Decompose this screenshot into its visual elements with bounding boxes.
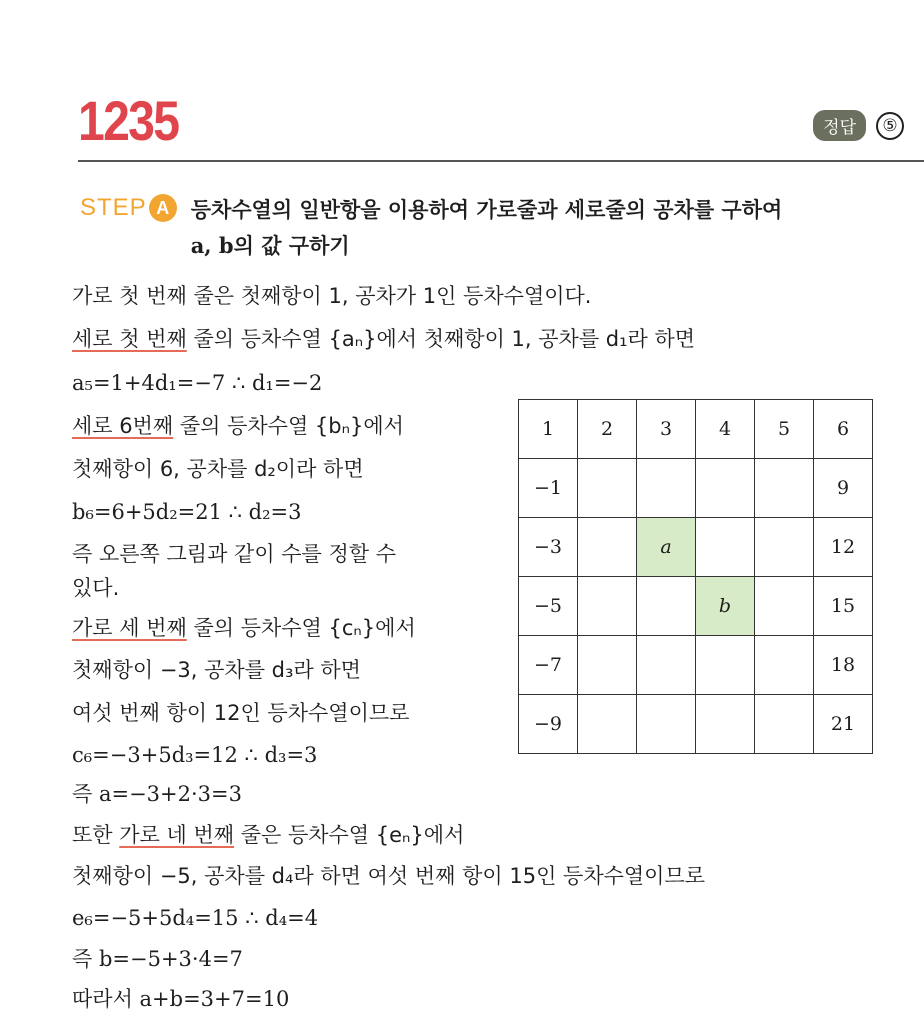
solution-line-6: b₆=6+5d₂=21 ∴ d₂=3 <box>72 500 302 524</box>
grid-cell <box>755 577 814 636</box>
grid-cell <box>755 459 814 518</box>
problem-number: 1235 <box>78 89 179 152</box>
grid-cell: 2 <box>578 400 637 459</box>
grid-row <box>519 636 873 695</box>
grid-cell <box>755 636 814 695</box>
underline-phrase: 가로 세 번째 <box>72 616 187 640</box>
solution-line-7: 즉 오른쪽 그림과 같이 수를 정할 수 <box>72 542 397 566</box>
solution-line-10: 첫째항이 −3, 공차를 d₃라 하면 <box>72 658 361 682</box>
solution-line-15: 첫째항이 −5, 공차를 d₄라 하면 여섯 번째 항이 15인 등차수열이므로 <box>72 864 706 888</box>
grid-cell <box>578 577 637 636</box>
solution-line-2 <box>72 324 695 354</box>
grid-cell <box>696 695 755 754</box>
grid-cell <box>637 459 696 518</box>
grid-cell: 12 <box>814 518 873 577</box>
solution-line-16: e₆=−5+5d₄=15 ∴ d₄=4 <box>72 906 319 930</box>
grid-row <box>519 400 873 459</box>
grid-cell: −5 <box>519 577 578 636</box>
grid-row <box>519 459 873 518</box>
grid-cell <box>696 459 755 518</box>
solution-line-4-text: 줄의 등차수열 {bₙ}에서 <box>173 414 404 438</box>
grid-cell: −9 <box>519 695 578 754</box>
solution-line-18: 따라서 a+b=3+7=10 <box>72 987 290 1011</box>
grid-cell: b <box>696 577 755 636</box>
step-title-line-2: a, b의 값 구하기 <box>190 233 350 258</box>
grid-cell: −3 <box>519 518 578 577</box>
grid-cell: a <box>637 518 696 577</box>
answer-box <box>813 110 904 141</box>
solution-line-4 <box>72 411 404 441</box>
underline-phrase: 가로 네 번째 <box>119 823 235 847</box>
solution-line-11: 여섯 번째 항이 12인 등차수열이므로 <box>72 701 410 725</box>
step-title-line-1: 등차수열의 일반항을 이용하여 가로줄과 세로줄의 공차를 구하여 <box>190 198 783 222</box>
number-grid-body <box>519 400 873 754</box>
solution-line-17: 즉 b=−5+3·4=7 <box>72 947 243 971</box>
header-divider <box>78 160 924 162</box>
grid-cell: 3 <box>637 400 696 459</box>
underline-phrase: 세로 6번째 <box>72 414 174 438</box>
grid-cell <box>637 636 696 695</box>
grid-row <box>519 695 873 754</box>
solution-line-13: 즉 a=−3+2·3=3 <box>72 782 242 806</box>
grid-cell: 5 <box>755 400 814 459</box>
grid-cell: −7 <box>519 636 578 695</box>
grid-cell: 1 <box>519 400 578 459</box>
grid-cell: 9 <box>814 459 873 518</box>
grid-cell: 21 <box>814 695 873 754</box>
solution-line-12: c₆=−3+5d₃=12 ∴ d₃=3 <box>72 743 318 767</box>
grid-cell <box>578 695 637 754</box>
answer-label-badge: 정답 <box>813 110 866 141</box>
grid-cell <box>696 518 755 577</box>
solution-line-3: a₅=1+4d₁=−7 ∴ d₁=−2 <box>72 371 323 395</box>
step-header <box>80 192 881 264</box>
solution-line-5: 첫째항이 6, 공차를 d₂이라 하면 <box>72 457 364 481</box>
solution-line-1: 가로 첫 번째 줄은 첫째항이 1, 공차가 1인 등차수열이다. <box>72 284 592 308</box>
grid-cell <box>578 518 637 577</box>
answer-value: ⑤ <box>876 112 904 140</box>
grid-cell: −1 <box>519 459 578 518</box>
grid-cell <box>578 636 637 695</box>
grid-cell <box>578 459 637 518</box>
grid-cell <box>637 695 696 754</box>
solution-line-14-prefix: 또한 <box>72 823 120 847</box>
grid-row <box>519 518 873 577</box>
solution-line-2-text: 줄의 등차수열 {aₙ}에서 첫째항이 1, 공차를 d₁라 하면 <box>186 327 696 351</box>
grid-cell <box>696 636 755 695</box>
step-label: STEP <box>80 194 147 221</box>
step-badge: A <box>149 194 177 222</box>
grid-cell: 15 <box>814 577 873 636</box>
grid-cell <box>755 518 814 577</box>
grid-cell <box>755 695 814 754</box>
solution-line-14 <box>72 820 464 850</box>
solution-line-14-text: 줄은 등차수열 {eₙ}에서 <box>234 823 465 847</box>
solution-line-8: 있다. <box>72 576 120 600</box>
number-grid <box>518 399 873 754</box>
solution-line-9-text: 줄의 등차수열 {cₙ}에서 <box>186 616 416 640</box>
grid-cell: 6 <box>814 400 873 459</box>
underline-phrase: 세로 첫 번째 <box>72 327 187 351</box>
grid-cell <box>637 577 696 636</box>
grid-cell: 18 <box>814 636 873 695</box>
grid-row <box>519 577 873 636</box>
grid-cell: 4 <box>696 400 755 459</box>
solution-line-9 <box>72 613 416 643</box>
step-title <box>191 192 881 264</box>
